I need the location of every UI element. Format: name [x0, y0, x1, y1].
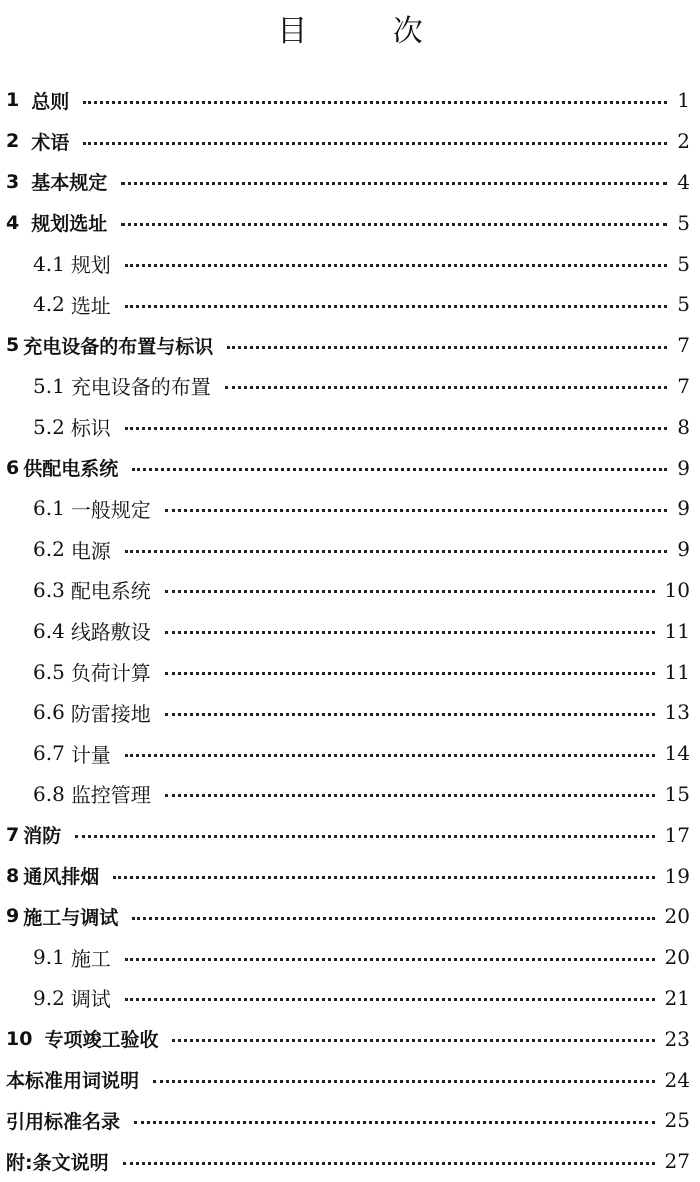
toc-dot-leader — [225, 386, 667, 389]
toc-entry-title: 负荷计算 — [70, 661, 151, 686]
toc-entry[interactable] — [0, 488, 690, 529]
toc-entry[interactable] — [0, 1141, 690, 1182]
toc-entry[interactable] — [0, 1100, 690, 1141]
toc-dot-leader — [165, 631, 655, 634]
toc-page-number: 20 — [664, 945, 690, 970]
toc-entry-number: 5.2 — [33, 414, 65, 439]
toc-page-number: 15 — [664, 781, 690, 806]
toc-dot-leader — [132, 468, 667, 471]
toc-entry-number: 5 — [6, 334, 20, 357]
toc-entry[interactable] — [0, 651, 690, 692]
toc-entry-number: 6.6 — [33, 700, 65, 725]
toc-dot-leader — [165, 713, 655, 716]
toc-dot-leader — [172, 1039, 654, 1042]
toc-entry-title: 专项竣工验收 — [44, 1029, 159, 1052]
toc-entry-title: 总则 — [31, 90, 70, 113]
toc-entry-title: 计量 — [70, 742, 111, 767]
toc-page-number: 5 — [677, 210, 690, 235]
toc-entry-number: 6.8 — [33, 781, 65, 806]
toc-dot-leader — [227, 346, 667, 349]
toc-page-number: 17 — [664, 822, 690, 847]
toc-entry[interactable] — [0, 366, 690, 407]
toc-entry-title: 本标准用词说明 — [6, 1070, 140, 1093]
toc-entry[interactable] — [0, 202, 690, 243]
toc-entry-title: 引用标准名录 — [6, 1110, 121, 1133]
toc-page-number: 9 — [677, 537, 690, 562]
toc-entry-number: 9.2 — [33, 985, 65, 1010]
toc-dot-leader — [123, 1162, 655, 1165]
toc-entry[interactable] — [0, 284, 690, 325]
toc-entry[interactable] — [0, 243, 690, 284]
toc-entry-title: 防雷接地 — [70, 701, 151, 726]
toc-entry-title: 配电系统 — [70, 579, 151, 604]
toc-entry-title: 规划选址 — [31, 213, 108, 236]
toc-entry[interactable] — [0, 937, 690, 978]
toc-dot-leader — [125, 998, 655, 1001]
toc-entry[interactable] — [0, 610, 690, 651]
toc-dot-leader — [165, 509, 667, 512]
toc-page-number: 19 — [664, 863, 690, 888]
toc-page-number: 10 — [664, 577, 690, 602]
toc-entry-title: 施工 — [70, 946, 111, 971]
toc-page-number: 5 — [677, 292, 690, 317]
toc-dot-leader — [125, 550, 667, 553]
toc-entry-title: 通风排烟 — [23, 866, 100, 889]
toc-entry[interactable] — [0, 774, 690, 815]
toc-entry-title: 选址 — [70, 293, 111, 318]
toc-entry-title: 调试 — [70, 987, 111, 1012]
toc-entry[interactable] — [0, 1059, 690, 1100]
toc-page-number: 20 — [664, 904, 690, 929]
toc-page-number: 27 — [664, 1149, 690, 1174]
toc-dot-leader — [165, 590, 655, 593]
toc-page-number: 9 — [677, 496, 690, 521]
toc-entry-number: 10 — [6, 1027, 33, 1050]
toc-entry-number: 4 — [6, 211, 20, 234]
toc-entry[interactable] — [0, 406, 690, 447]
toc-entry-number: 6.5 — [33, 659, 65, 684]
toc-entry-number: 4.1 — [33, 251, 65, 276]
toc-page-number: 8 — [677, 414, 690, 439]
toc-entry-number: 3 — [6, 170, 20, 193]
toc-entry[interactable] — [0, 447, 690, 488]
toc-entry-title: 一般规定 — [70, 497, 151, 522]
toc-entry-number: 6 — [6, 456, 20, 479]
toc-entry-number: 6.4 — [33, 618, 65, 643]
toc-page-number: 14 — [664, 741, 690, 766]
toc-entry[interactable] — [0, 978, 690, 1019]
toc-page-number: 1 — [677, 88, 690, 113]
toc-entry[interactable] — [0, 1018, 690, 1059]
toc-entry-title: 消防 — [23, 825, 62, 848]
toc-entry-title: 电源 — [70, 538, 111, 563]
toc-dot-leader — [132, 917, 654, 920]
toc-dot-leader — [125, 264, 667, 267]
toc-entry[interactable] — [0, 162, 690, 203]
toc-entry-title: 术语 — [31, 131, 70, 154]
toc-page-number: 7 — [677, 373, 690, 398]
toc-entry-title: 基本规定 — [31, 172, 108, 195]
toc-dot-leader — [125, 754, 655, 757]
toc-page-number: 5 — [677, 251, 690, 276]
table-of-contents — [0, 80, 690, 1182]
toc-dot-leader — [153, 1080, 655, 1083]
toc-dot-leader — [75, 835, 654, 838]
toc-page-number: 9 — [677, 455, 690, 480]
toc-entry-number: 7 — [6, 823, 20, 846]
toc-dot-leader — [165, 794, 655, 797]
toc-entry-number: 9.1 — [33, 945, 65, 970]
toc-dot-leader — [83, 142, 667, 145]
toc-page-number: 25 — [664, 1108, 690, 1133]
toc-entry-title: 充电设备的布置与标识 — [23, 335, 214, 358]
toc-page-number: 7 — [677, 333, 690, 358]
toc-entry-title: 监控管理 — [70, 783, 151, 808]
toc-entry-title: 充电设备的布置 — [70, 375, 211, 400]
toc-entry[interactable] — [0, 855, 690, 896]
toc-entry-number: 6.7 — [33, 741, 65, 766]
toc-dot-leader — [113, 876, 654, 879]
toc-page-number: 4 — [677, 169, 690, 194]
toc-entry-title: 规划 — [70, 253, 111, 278]
toc-entry[interactable] — [0, 325, 690, 366]
toc-entry[interactable] — [0, 121, 690, 162]
toc-page-number: 13 — [664, 700, 690, 725]
toc-entry-number: 2 — [6, 130, 20, 153]
toc-dot-leader — [134, 1121, 655, 1124]
toc-entry-title: 线路敷设 — [70, 620, 151, 645]
toc-entry-title: 附:条文说明 — [6, 1151, 109, 1174]
toc-entry-number: 9 — [6, 905, 20, 928]
toc-page-number: 11 — [664, 659, 690, 684]
toc-dot-leader — [125, 427, 667, 430]
toc-entry[interactable] — [0, 814, 690, 855]
page-title: 目 次 — [277, 14, 461, 49]
toc-entry[interactable] — [0, 896, 690, 937]
toc-entry[interactable] — [0, 733, 690, 774]
toc-entry-number: 5.1 — [33, 373, 65, 398]
toc-page-number: 11 — [664, 618, 690, 643]
toc-entry-number: 6.3 — [33, 577, 65, 602]
toc-entry-number: 1 — [6, 89, 20, 112]
toc-dot-leader — [121, 182, 667, 185]
toc-entry-title: 供配电系统 — [23, 458, 119, 481]
toc-dot-leader — [125, 305, 667, 308]
toc-page-number: 24 — [664, 1067, 690, 1092]
toc-dot-leader — [125, 958, 655, 961]
toc-dot-leader — [83, 101, 667, 104]
toc-entry-number: 6.2 — [33, 537, 65, 562]
toc-entry-title: 标识 — [70, 416, 111, 441]
toc-entry-number: 8 — [6, 864, 20, 887]
toc-entry[interactable] — [0, 570, 690, 611]
toc-entry-title: 施工与调试 — [23, 906, 119, 929]
toc-entry-number: 4.2 — [33, 292, 65, 317]
toc-entry[interactable] — [0, 80, 690, 121]
toc-page-number: 23 — [664, 1026, 690, 1051]
toc-dot-leader — [121, 223, 667, 226]
toc-entry[interactable] — [0, 529, 690, 570]
toc-page-number: 2 — [677, 129, 690, 154]
toc-entry[interactable] — [0, 692, 690, 733]
toc-entry-number: 6.1 — [33, 496, 65, 521]
toc-dot-leader — [165, 672, 655, 675]
toc-page-number: 21 — [664, 985, 690, 1010]
